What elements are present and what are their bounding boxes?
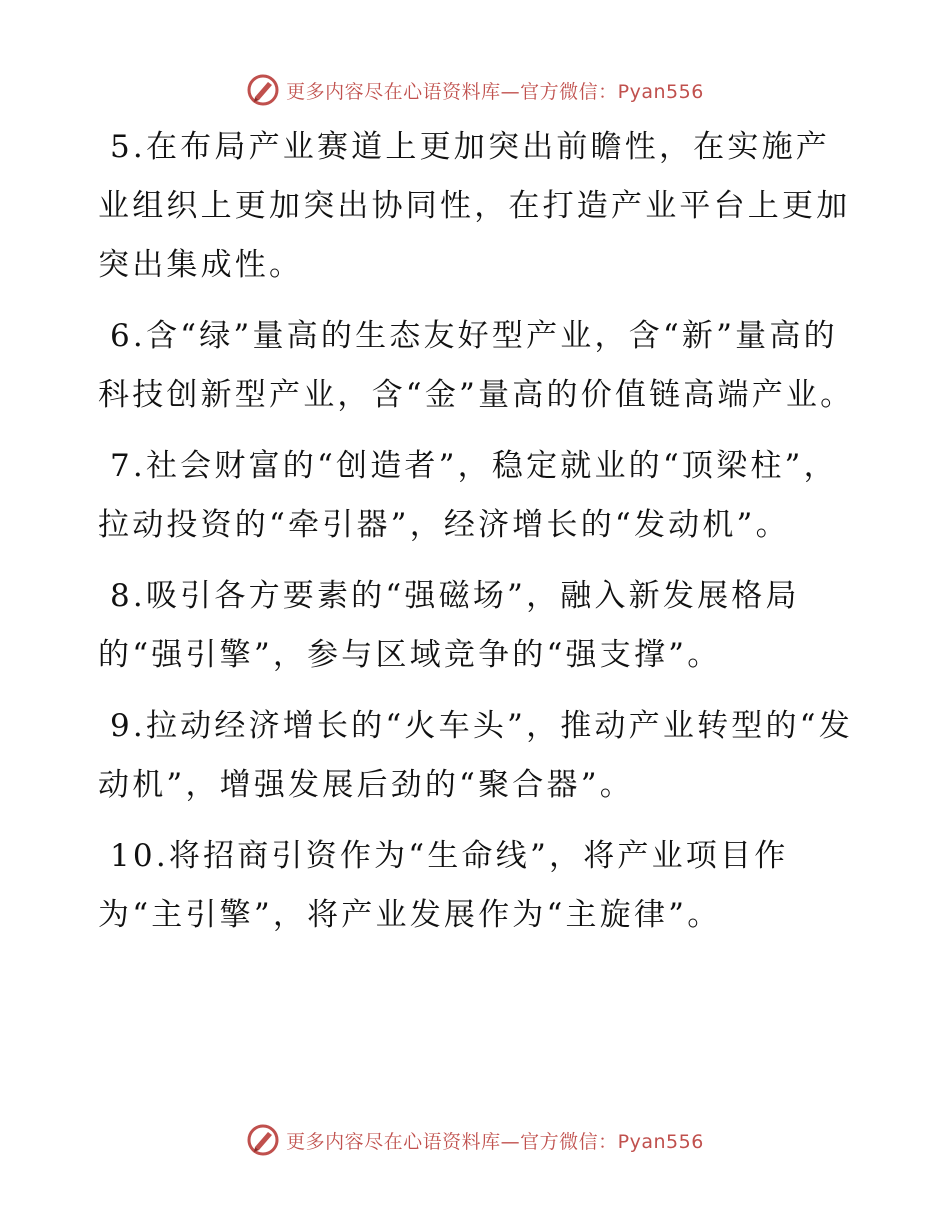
footer-watermark [0, 1118, 950, 1162]
list-item: 6.含“绿”量高的生态友好型产业，含“新”量高的科技创新型产业，含“金”量高的价值链高端产业。 [98, 318, 855, 413]
watermark-text: 更多内容尽在心语资料库—官方微信：Pyan556 [286, 80, 704, 103]
list-item: 5.在布局产业赛道上更加突出前瞻性，在实施产业组织上更加突出协同性，在打造产业平台上更加突出集成性。 [98, 129, 851, 283]
watermark-text: 更多内容尽在心语资料库—官方微信：Pyan556 [286, 1130, 704, 1153]
pen-circle-logo-icon [246, 73, 280, 107]
list-item: 8.吸引各方要素的“强磁场”，融入新发展格局的“强引擎”，参与区域竞争的“强支撑”。 [98, 578, 800, 673]
document-body [98, 118, 858, 957]
pen-circle-logo-icon [246, 1123, 280, 1157]
list-item: 7.社会财富的“创造者”，稳定就业的“顶梁柱”，拉动投资的“牵引器”，经济增长的“发动机”。 [98, 448, 838, 543]
header-watermark [0, 68, 950, 112]
list-item: 9.拉动经济增长的“火车头”，推动产业转型的“发动机”，增强发展后劲的“聚合器”。 [98, 708, 853, 803]
list-item: 10.将招商引资作为“生命线”，将产业项目作为“主引擎”，将产业发展作为“主旋律”。 [98, 838, 789, 933]
